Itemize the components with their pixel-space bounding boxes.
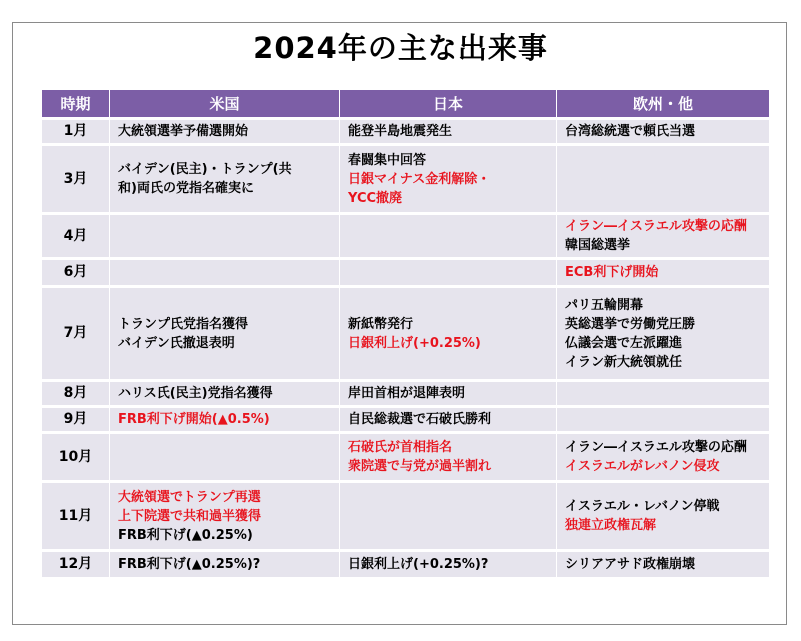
table-row [42,552,769,577]
month-cell: 3月 [42,146,110,212]
month-cell: 8月 [42,382,110,405]
event-text: イラン―イスラエル攻撃の応酬 [565,440,747,455]
event-text: 衆院選で与党が過半割れ [348,459,492,474]
event-text: ECB利下げ開始 [565,265,659,280]
event-cell-us [110,215,340,257]
month-cell: 11月 [42,483,110,549]
event-text: 仏議会選で左派躍進 [565,335,683,351]
month-cell: 7月 [42,288,110,379]
event-text: トランプ氏党指名獲得 [118,316,249,332]
event-cell-us [110,146,340,212]
event-cell-other [557,288,769,379]
event-cell-japan [340,552,557,577]
month-cell: 4月 [42,215,110,257]
event-cell-japan [340,434,557,480]
event-cell-other [557,215,769,257]
table-row [42,408,769,431]
table-row [42,382,769,405]
event-text: イラン新大統領就任 [565,354,683,370]
event-cell-other [557,146,769,212]
header-japan: 日本 [340,90,557,117]
month-cell: 12月 [42,552,110,577]
event-text: 日銀利上げ(+0.25%) [348,335,481,351]
table-row [42,483,769,549]
event-cell-other [557,382,769,405]
event-text: FRB利下げ開始(▲0.5%) [118,412,270,427]
event-text: 日銀利上げ(+0.25%)? [348,557,489,572]
event-text: FRB利下げ(▲0.25%)? [118,557,261,572]
event-cell-us [110,382,340,405]
event-text: 独連立政権瓦解 [565,518,657,533]
event-text: イスラエルがレバノン侵攻 [565,459,720,474]
table-row [42,260,769,285]
table-row [42,146,769,212]
event-text: シリアアサド政権崩壊 [565,557,696,572]
month-cell: 9月 [42,408,110,431]
event-text: FRB利下げ(▲0.25%) [118,527,253,543]
event-cell-other [557,483,769,549]
event-cell-us [110,552,340,577]
event-text: 和)両氏の党指名確実に [118,181,254,196]
event-text: 大統領選でトランプ再選 [118,489,261,505]
event-cell-us [110,260,340,285]
event-text: 春闘集中回答 [348,152,427,168]
event-cell-other [557,120,769,143]
event-cell-us [110,483,340,549]
month-cell: 6月 [42,260,110,285]
event-cell-us [110,120,340,143]
event-text: 岸田首相が退陣表明 [348,386,466,401]
month-cell: 10月 [42,434,110,480]
event-text: 石破氏が首相指名 [348,440,453,455]
event-cell-us [110,288,340,379]
table-row [42,288,769,379]
event-text: 自民総裁選で石破氏勝利 [348,412,492,427]
month-cell: 1月 [42,120,110,143]
event-cell-us [110,408,340,431]
event-cell-japan [340,483,557,549]
table-row [42,215,769,257]
event-text: イラン―イスラエル攻撃の応酬 [565,219,747,234]
event-cell-japan [340,215,557,257]
event-text: 台湾総統選で頼氏当選 [565,124,696,139]
event-text: バイデン(民主)・トランプ(共 [118,162,292,177]
event-text: バイデン氏撤退表明 [118,335,235,351]
event-text: YCC撤廃 [348,190,403,206]
page-title: 2024年の主な出来事 [253,31,548,65]
event-cell-japan [340,120,557,143]
event-text: パリ五輪開幕 [565,297,644,313]
event-cell-other [557,408,769,431]
event-text: 大統領選挙予備選開始 [118,124,249,139]
event-cell-japan [340,288,557,379]
event-cell-japan [340,146,557,212]
event-cell-other [557,552,769,577]
event-text: 英総選挙で労働党圧勝 [565,316,696,332]
header-period: 時期 [42,90,110,117]
header-row [42,90,769,117]
event-text: 韓国総選挙 [565,238,631,253]
event-text: ハリス氏(民主)党指名獲得 [118,386,273,401]
event-text: 新紙幣発行 [348,316,414,332]
event-cell-japan [340,382,557,405]
event-text: 能登半島地震発生 [348,124,453,139]
event-cell-other [557,260,769,285]
header-us: 米国 [110,90,340,117]
event-text: 日銀マイナス金利解除・ [348,171,491,187]
event-cell-japan [340,408,557,431]
table-row [42,434,769,480]
events-table [42,87,769,580]
event-cell-us [110,434,340,480]
event-cell-japan [340,260,557,285]
header-europe-other: 欧州・他 [557,90,769,117]
event-text: 上下院選で共和過半獲得 [118,508,262,524]
table-row [42,120,769,143]
event-text: イスラエル・レバノン停戦 [565,499,720,514]
event-cell-other [557,434,769,480]
